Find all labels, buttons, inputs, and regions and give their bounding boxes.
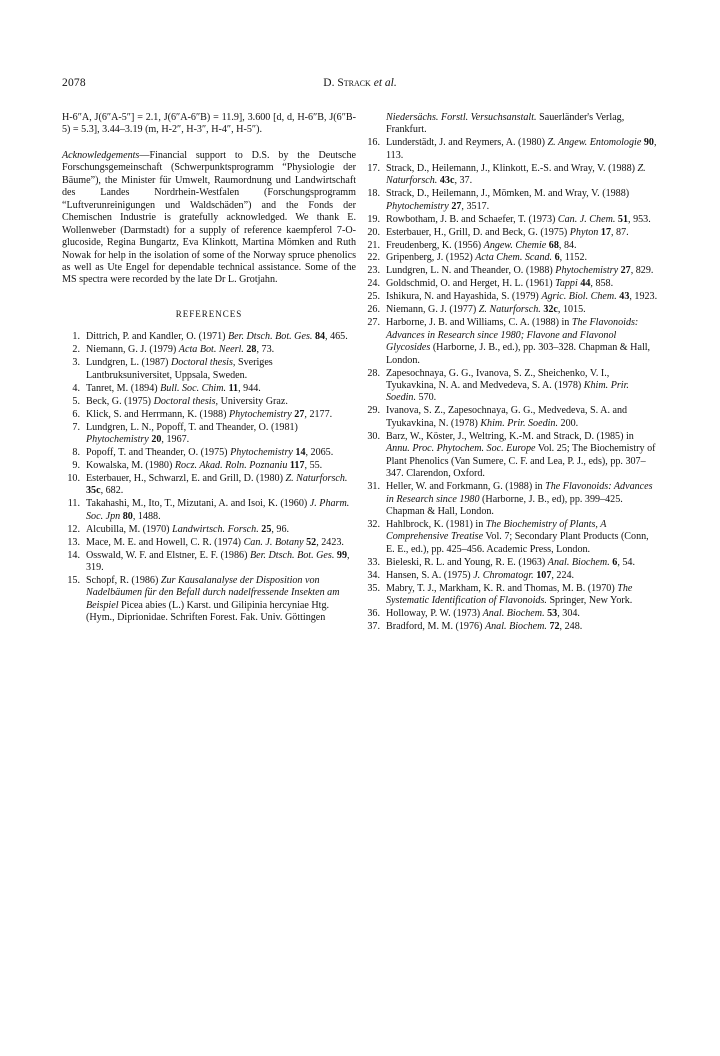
- reference-p: Sveriges Lantbruksuniversitet, Uppsala, Sweden.: [86, 357, 273, 381]
- reference-n: 12.: [67, 523, 80, 535]
- reference-a: Dittrich, P. and Kandler, O. (1971): [86, 331, 229, 343]
- reference-v: 28: [246, 344, 257, 356]
- reference-n: 11.: [67, 498, 80, 510]
- reference-p: , 1923.: [629, 291, 658, 303]
- reference-v: 43: [619, 291, 630, 303]
- reference-j: Anal. Biochem.: [484, 621, 547, 633]
- reference-j: Bull. Soc. Chim.: [160, 382, 227, 394]
- reference-n: 8.: [72, 446, 80, 458]
- acknowledgements-label: Acknowledgements: [62, 149, 140, 161]
- reference-j: The Flavonoids: Advances in Research since 1980: [386, 481, 653, 505]
- reference-text: [86, 383, 356, 395]
- reference-j: Phytochemistry: [555, 265, 619, 277]
- reference-j: Can. J. Botany: [243, 536, 304, 548]
- reference-n: 35.: [367, 582, 380, 594]
- reference-a: Goldschmid, O. and Herget, H. L. (1961): [386, 278, 556, 290]
- reference-v: 32c: [543, 304, 558, 316]
- reference-item: [362, 368, 658, 405]
- reference-n: 1.: [72, 331, 80, 343]
- reference-text: [86, 575, 356, 625]
- reference-v: 68: [548, 239, 559, 251]
- reference-text: [386, 252, 658, 264]
- reference-item: [362, 278, 658, 290]
- reference-j: Anal. Biochem.: [482, 608, 545, 620]
- reference-p: 570.: [416, 392, 437, 404]
- reference-j: Phytochemistry: [86, 433, 149, 445]
- reference-item: [362, 163, 658, 188]
- acknowledgements-text: —Financial support to D.S. by the Deutsche Forschungsgemeinschaft (Schwerpunktsprogramm “Physiologie der Bäume”), the Minister für Umwelt, Raumordnung und Landwirtschaft des Landes Nordrhein-Westfalen (Forschungsprogramm “Luftverunreinigungen und Waldschäden”) and the Fonds der Chemischen Industrie is gratefully acknowledged. We thank E. Wollenweber (Darmstadt) for a supply of reference kaempferol 7-O-glucoside, Regina Bungartz, Eva Klinkott, Martina Mömken and Ruth Nowak for help in the isolation of some of the Norway spruce phenolics as well as Ute Engel for dependable technical assistance. Some of the MS spectra were recorded by the late Dr L. Grotjahn.: [62, 149, 356, 286]
- reference-item: [362, 557, 658, 569]
- reference-a: Ivanova, S. Z., Zapesochnaya, G. G., Medvedeva, S. A. and Tyukavkina, N. (1978): [386, 405, 628, 429]
- reference-n: 10.: [67, 472, 80, 484]
- reference-n: 2.: [72, 344, 80, 356]
- reference-n: 21.: [367, 239, 380, 251]
- reference-text: [86, 537, 356, 549]
- reference-a: Bieleski, R. L. and Young, R. E. (1963): [386, 556, 548, 568]
- reference-v: 107: [536, 569, 552, 581]
- reference-a: Klick, S. and Herrmann, K. (1988): [86, 408, 229, 420]
- reference-a: Esterbauer, H., Schwarzl, E. and Grill, D. (1980): [86, 472, 286, 484]
- reference-a: Lunderstädt, J. and Reymers, A. (1980): [386, 137, 548, 149]
- reference-j: Phytochemistry: [228, 408, 292, 420]
- reference-item: [362, 291, 658, 303]
- reference-text: [386, 405, 658, 430]
- reference-v: 72: [549, 621, 560, 633]
- reference-a: Rowbotham, J. B. and Schaefer, T. (1973): [386, 213, 558, 225]
- reference-p: , 55.: [304, 459, 323, 471]
- reference-p: , 248.: [559, 621, 583, 633]
- references-list-left: [62, 331, 356, 624]
- reference-text: [386, 227, 658, 239]
- reference-p: Vol. 25; The Biochemistry of Plant Phenolics (Van Sumere, C. F. and Lea, P. J., eds), pp. 307–347. Clarendon, Oxford.: [386, 443, 656, 480]
- reference-p: 200.: [558, 417, 579, 429]
- reference-p: , 73.: [256, 344, 275, 356]
- reference-v: 27: [451, 200, 462, 212]
- reference-n: 34.: [367, 569, 380, 581]
- reference-n: 6.: [72, 408, 80, 420]
- reference-a: Lundgren, L. (1987): [86, 357, 171, 369]
- reference-j: Agric. Biol. Chem.: [541, 291, 617, 303]
- reference-text: [386, 137, 658, 162]
- reference-text: [86, 357, 356, 382]
- reference-item: [362, 240, 658, 252]
- reference-v: 44: [580, 278, 591, 290]
- reference-v: 6: [612, 556, 618, 568]
- reference-text: [386, 431, 658, 481]
- reference-a: Osswald, W. F. and Elstner, E. F. (1986): [86, 549, 250, 561]
- reference-j: Z. Angew. Entomologie: [547, 137, 642, 149]
- reference-p: , 319.: [86, 549, 350, 573]
- reference-a: Kowalska, M. (1980): [86, 459, 175, 471]
- reference-item: [362, 570, 658, 582]
- reference-a: Mabry, T. J., Markham, K. R. and Thomas, M. B. (1970): [386, 582, 618, 594]
- reference-item: [62, 524, 356, 536]
- reference-a: Beck, G. (1975): [86, 395, 154, 407]
- reference-j: Khim. Prir. Soedin.: [386, 380, 629, 404]
- reference-v: 11: [228, 382, 239, 394]
- reference-item: [62, 331, 356, 343]
- reference-item: [62, 357, 356, 382]
- reference-v: 27: [620, 265, 631, 277]
- reference-item: [362, 188, 658, 213]
- reference-text: [386, 608, 658, 620]
- reference-n: 37.: [367, 621, 380, 633]
- reference-n: 3.: [72, 357, 80, 369]
- reference-text: [86, 460, 356, 472]
- reference-j: Anal. Biochem.: [547, 556, 610, 568]
- reference-v: 117: [289, 459, 305, 471]
- reference-j: J. Pharm. Soc. Jpn: [86, 498, 350, 522]
- reference-v: 14: [295, 446, 306, 458]
- reference-a: Heller, W. and Forkmann, G. (1988) in: [386, 481, 546, 493]
- reference-p: , 84.: [558, 239, 577, 251]
- reference-item: [362, 137, 658, 162]
- reference-j: Ber. Dtsch. Bot. Ges.: [228, 331, 313, 343]
- reference-p: , 96.: [271, 523, 290, 535]
- reference-n: 7.: [72, 421, 80, 433]
- reference-item: [362, 227, 658, 239]
- reference-v: 43c: [439, 175, 455, 187]
- et-al: et al.: [373, 77, 397, 89]
- reference-text: [386, 291, 658, 303]
- reference-j: Landwirtsch. Forsch.: [172, 523, 259, 535]
- reference-p: , 953.: [628, 213, 651, 225]
- reference-p: , 87.: [610, 226, 629, 238]
- reference-n: 22.: [367, 252, 380, 264]
- reference-v: 51: [617, 213, 629, 225]
- reference-text: [386, 570, 658, 582]
- reference-a: Lundgren, L. N., Popoff, T. and Theander, O. (1981): [86, 421, 298, 433]
- reference-v: 84: [314, 331, 326, 343]
- references-list-right: [362, 112, 658, 634]
- reference-a: Harborne, J. B. and Williams, C. A. (1988) in: [386, 317, 572, 329]
- reference-j: The Flavonoids: Advances in Research since 1980; Flavone and Flavonol Glycosides: [386, 317, 639, 354]
- reference-text: [86, 473, 356, 498]
- reference-text: [386, 621, 658, 633]
- reference-item: [62, 537, 356, 549]
- reference-a: Hahlbrock, K. (1981) in: [386, 519, 486, 530]
- reference-j: Acta Bot. Neerl.: [178, 344, 244, 356]
- reference-v: 99: [336, 549, 347, 561]
- reference-j: Can. J. Chem.: [557, 213, 616, 225]
- reference-j: Phyton: [569, 226, 599, 238]
- reference-n: 15.: [67, 574, 80, 586]
- author-surname: Strack: [337, 77, 371, 89]
- reference-item: [362, 608, 658, 620]
- reference-text: [86, 422, 356, 447]
- reference-item: [62, 383, 356, 395]
- running-head: [0, 77, 720, 89]
- reference-p: , 113.: [386, 137, 657, 161]
- reference-item: [62, 575, 356, 625]
- reference-text: [386, 214, 658, 226]
- reference-a: Strack, D., Heilemann, J., Mömken, M. and Wray, V. (1988): [386, 188, 630, 200]
- reference-j: Niedersächs. Forstl. Versuchsanstalt.: [386, 112, 537, 123]
- reference-item: [62, 396, 356, 408]
- reference-j: Z. Naturforsch.: [386, 162, 646, 187]
- reference-a: Barz, W., Köster, J., Weltring, K.-M. and Strack, D. (1985) in: [386, 430, 634, 442]
- left-column: [62, 112, 356, 625]
- reference-item: [362, 431, 658, 481]
- reference-a: Takahashi, M., Ito, T., Mizutani, A. and Isoi, K. (1960): [86, 498, 310, 510]
- reference-n: 13.: [67, 536, 80, 548]
- reference-n: 25.: [367, 291, 380, 303]
- reference-v: 52: [306, 536, 317, 548]
- reference-n: 18.: [367, 188, 380, 200]
- reference-j: Zur Kausalanalyse der Disposition von Nadelbäumen für den Befall durch nadelfressende Insekten am Beispiel: [86, 574, 340, 611]
- reference-v: 6: [554, 252, 560, 264]
- reference-p: , 465.: [325, 331, 348, 343]
- reference-text: [86, 498, 356, 523]
- reference-n: 29.: [367, 405, 380, 417]
- reference-item: [362, 252, 658, 264]
- reference-j: Annu. Proc. Phytochem. Soc. Europe: [386, 443, 536, 455]
- reference-item: [362, 304, 658, 316]
- reference-item: [62, 344, 356, 356]
- reference-text: [386, 317, 658, 367]
- reference-p: (Harborne, J. B., ed), pp. 399–425. Chapman & Hall, London.: [386, 493, 623, 518]
- reference-a: Popoff, T. and Theander, O. (1975): [86, 446, 231, 458]
- reference-n: 26.: [367, 304, 380, 316]
- reference-item: [62, 473, 356, 498]
- reference-n: 24.: [367, 278, 380, 290]
- reference-j: Acta Chem. Scand.: [475, 252, 553, 264]
- reference-n: 27.: [367, 317, 380, 329]
- reference-j: Phytochemistry: [386, 200, 449, 212]
- reference-a: Alcubilla, M. (1970): [86, 523, 173, 535]
- reference-n: 9.: [72, 459, 80, 471]
- reference-item: [62, 409, 356, 421]
- reference-n: 20.: [367, 226, 380, 238]
- reference-text: [386, 557, 658, 569]
- reference-n: 31.: [367, 481, 380, 493]
- reference-p: , 3517.: [461, 200, 490, 212]
- reference-p: , 829.: [630, 265, 654, 277]
- reference-p: University Graz.: [218, 395, 288, 407]
- reference-text: [86, 524, 356, 536]
- reference-p: , 37.: [454, 175, 473, 187]
- reference-text: [386, 583, 658, 608]
- reference-n: 30.: [367, 430, 380, 442]
- reference-text: [386, 278, 658, 290]
- reference-text: [86, 447, 356, 459]
- reference-v: 27: [294, 408, 305, 420]
- reference-j: J. Chromatogr.: [473, 569, 534, 581]
- reference-n: 17.: [367, 162, 380, 174]
- reference-p: , 682.: [100, 485, 124, 497]
- reference-text: [386, 368, 658, 405]
- reference-p: Springer, New York.: [546, 595, 633, 607]
- reference-text: [386, 519, 658, 556]
- reference-p: Vol. 7; Secondary Plant Products (Conn, E. E., ed.), pp. 425–456. Academic Press, London.: [386, 531, 649, 555]
- reference-v: 20: [151, 433, 162, 445]
- reference-n: 33.: [367, 556, 380, 568]
- reference-text: [86, 550, 356, 575]
- reference-item: [62, 460, 356, 472]
- reference-v: 17: [600, 226, 611, 238]
- references-heading: REFERENCES: [175, 308, 243, 319]
- reference-p: Picea abies (L.) Karst. und Gilipinia hercyniae Htg. (Hym., Diprionidae. Schriften Forest. Fak. Univ. Göttingen: [86, 599, 330, 624]
- reference-a: Esterbauer, H., Grill, D. and Beck, G. (1975): [386, 226, 570, 238]
- reference-text: [86, 331, 356, 343]
- reference-j: Tappi: [555, 278, 578, 290]
- reference-j: Ber. Dtsch. Bot. Ges.: [249, 549, 335, 561]
- reference-text: [86, 409, 356, 421]
- reference-text: [386, 163, 658, 188]
- reference-j: Z. Naturforsch.: [478, 304, 541, 316]
- reference-item: [362, 519, 658, 556]
- reference-p: , 304.: [557, 608, 580, 620]
- reference-j: The Systematic Identification of Flavonoids.: [386, 582, 633, 607]
- reference-n: 36.: [367, 608, 380, 620]
- right-column: [362, 112, 658, 634]
- reference-a: Freudenberg, K. (1956): [386, 239, 484, 251]
- reference-j: Phytochemistry: [230, 446, 293, 458]
- reference-j: Doctoral thesis,: [170, 357, 236, 369]
- reference-text: [386, 265, 658, 277]
- reference-a: Strack, D., Heilemann, J., Klinkott, E.-S. and Wray, V. (1988): [386, 162, 638, 174]
- reference-a: Schopf, R. (1986): [86, 574, 161, 586]
- reference-n: 4.: [72, 382, 80, 394]
- nmr-data-text: H-6″A, J(6″A-5″] = 2.1, J(6″A-6″B) = 11.9], 3.600 [d, d, H-6″B, J(6″B-5) = 5.3], 3.44–3.19 (m, H-2″, H-3″, H-4″, H-5″).: [62, 112, 356, 136]
- reference-v: 80: [122, 510, 133, 522]
- reference-j: Rocz. Akad. Roln. Poznaniu: [174, 459, 288, 471]
- reference-text: [386, 304, 658, 316]
- reference-n: 5.: [72, 395, 80, 407]
- reference-text: [86, 344, 356, 356]
- reference-j: Angew. Chemie: [483, 239, 547, 251]
- reference-p: , 944.: [238, 382, 261, 394]
- reference-v: 35c: [86, 485, 101, 497]
- reference-item: [62, 498, 356, 523]
- reference-p: , 224.: [551, 569, 575, 581]
- reference-p: , 1967.: [161, 433, 190, 445]
- reference-n: 23.: [367, 265, 380, 277]
- page-number: 2078: [62, 77, 86, 89]
- reference-item: [62, 550, 356, 575]
- acknowledgements: [62, 150, 356, 287]
- reference-a: Tanret, M. (1894): [86, 382, 161, 394]
- reference-text: [386, 188, 658, 213]
- reference-p: , 1488.: [132, 510, 161, 522]
- reference-p: , 2423.: [316, 536, 344, 548]
- reference-text: [386, 481, 658, 518]
- reference-n: 14.: [67, 549, 80, 561]
- reference-n: 16.: [367, 137, 380, 149]
- reference-v: 53: [547, 608, 558, 620]
- reference-item: [62, 422, 356, 447]
- reference-p: , 54.: [617, 556, 635, 568]
- reference-j: Khim. Prir. Soedin.: [480, 417, 558, 429]
- reference-a: Bradford, M. M. (1976): [386, 621, 485, 633]
- reference-text: [386, 240, 658, 252]
- reference-p: Sauerländer's Verlag, Frankfurt.: [386, 112, 625, 136]
- reference-a: Hansen, S. A. (1975): [386, 569, 474, 581]
- reference-text: [86, 396, 356, 408]
- reference-p: (Harborne, J. B., ed.), pp. 303–328. Chapman & Hall, London.: [386, 342, 651, 366]
- reference-a: Niemann, G. J. (1977): [386, 304, 479, 316]
- reference-item: [62, 447, 356, 459]
- reference-j: Z. Naturforsch.: [285, 472, 348, 484]
- reference-item: [362, 621, 658, 633]
- reference-a: Ishikura, N. and Hayashida, S. (1979): [386, 291, 542, 303]
- reference-item: [362, 265, 658, 277]
- author-initial: D.: [323, 77, 335, 89]
- reference-continuation: [362, 112, 658, 137]
- reference-a: Holloway, P. W. (1973): [386, 608, 483, 620]
- reference-p: , 858.: [590, 278, 614, 290]
- reference-n: 19.: [367, 213, 380, 225]
- reference-p: , 1152.: [559, 252, 588, 264]
- reference-a: Mace, M. E. and Howell, C. R. (1974): [86, 536, 244, 548]
- reference-item: [362, 481, 658, 518]
- reference-item: [362, 317, 658, 367]
- reference-a: Zapesochnaya, G. G., Ivanova, S. Z., Sheichenko, V. I., Tyukavkina, N. A. and Medvedeva, S. A. (1978): [386, 367, 610, 392]
- reference-p: , 1015.: [557, 304, 586, 316]
- reference-a: Gripenberg, J. (1952): [386, 252, 476, 264]
- reference-n: 28.: [367, 367, 380, 379]
- reference-item: [362, 214, 658, 226]
- reference-p: , 2065.: [305, 446, 334, 458]
- reference-a: Lundgren, L. N. and Theander, O. (1988): [386, 265, 556, 277]
- reference-p: , 2177.: [304, 408, 333, 420]
- reference-item: [362, 405, 658, 430]
- reference-j: The Biochemistry of Plants, A Comprehensive Treatise: [386, 519, 607, 543]
- reference-a: Niemann, G. J. (1979): [86, 344, 179, 356]
- reference-v: 90: [643, 137, 654, 149]
- reference-n: 32.: [367, 519, 380, 530]
- reference-item: [362, 583, 658, 608]
- reference-j: Doctoral thesis,: [153, 395, 219, 407]
- reference-v: 25: [261, 523, 272, 535]
